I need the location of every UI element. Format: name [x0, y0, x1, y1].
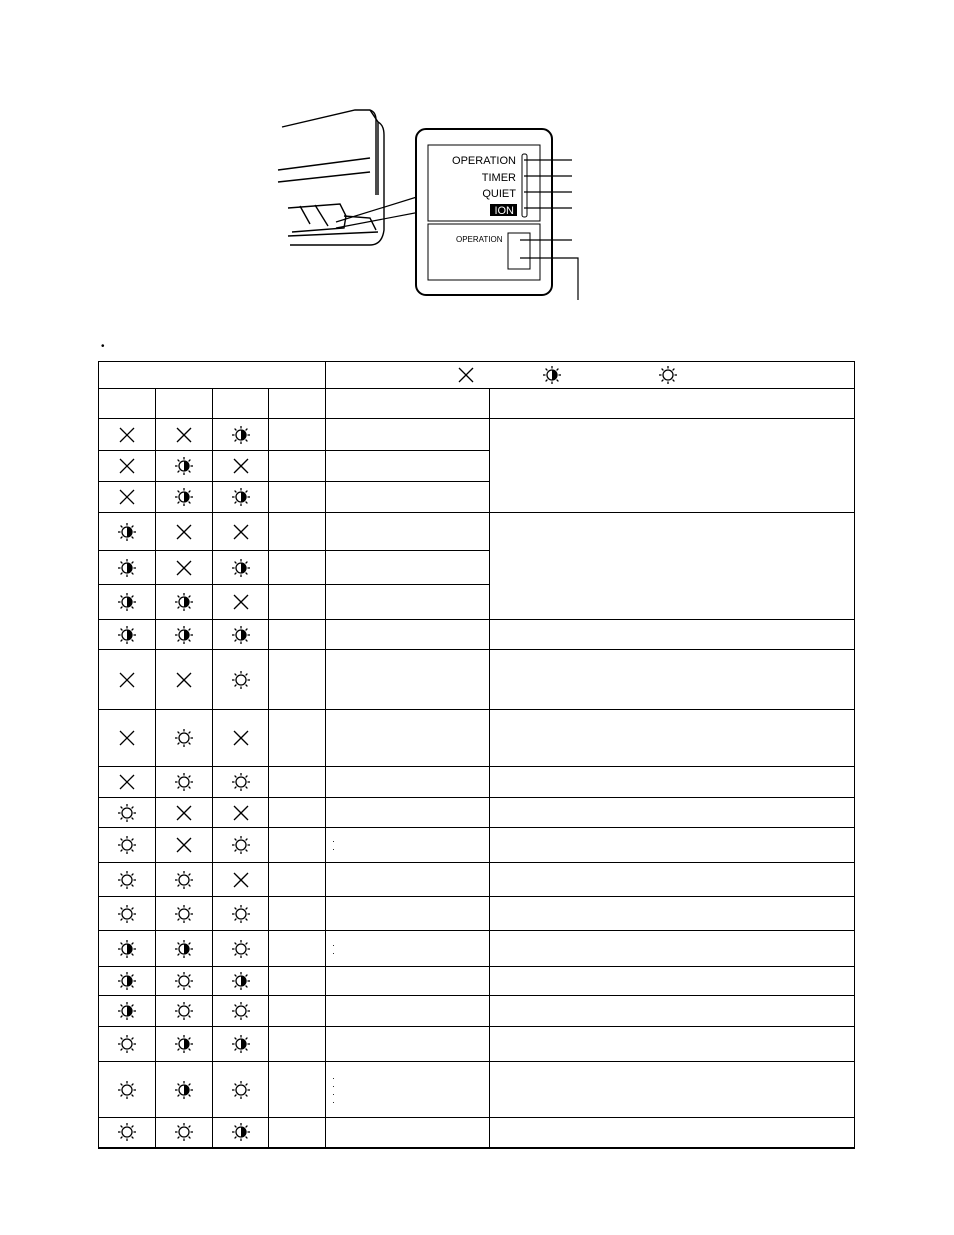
lamp-cell — [156, 620, 213, 650]
condition-cell — [326, 551, 490, 585]
column-header — [326, 389, 490, 419]
lamp-on-icon — [117, 870, 137, 890]
lamp-blinking-icon — [231, 558, 251, 578]
description-cell — [490, 419, 855, 513]
operation-button — [508, 233, 530, 269]
lamp-cell — [213, 419, 269, 451]
lamp-cell — [213, 1118, 269, 1148]
lamp-cell — [269, 1027, 326, 1062]
condition-cell — [326, 897, 490, 931]
lamp-blinking-icon — [174, 592, 194, 612]
header-cell — [99, 362, 326, 389]
lamp-cell — [99, 1062, 156, 1118]
condition-cell — [326, 650, 490, 710]
table-row — [99, 828, 855, 863]
lamp-cell — [99, 650, 156, 710]
table-row — [99, 1062, 855, 1118]
lamp-cell — [99, 1118, 156, 1148]
description-cell — [490, 650, 855, 710]
lamp-on-icon — [231, 904, 251, 924]
lamp-cell — [99, 419, 156, 451]
lamp-cell — [269, 931, 326, 967]
lamp-on-icon — [231, 1080, 251, 1100]
description-cell — [490, 798, 855, 828]
lamp-blinking-icon — [174, 1080, 194, 1100]
lamp-off-icon — [231, 456, 251, 476]
lamp-cell — [213, 1027, 269, 1062]
lamp-cell — [156, 996, 213, 1027]
lamp-cell — [269, 897, 326, 931]
lamp-cell — [213, 897, 269, 931]
lamp-off-icon — [117, 728, 137, 748]
lamp-cell — [269, 620, 326, 650]
bullet-dot: · — [332, 1072, 335, 1083]
lamp-cell — [269, 967, 326, 996]
lamp-blinking-icon — [231, 425, 251, 445]
lamp-cell — [99, 798, 156, 828]
condition-cell — [326, 967, 490, 996]
column-header — [490, 389, 855, 419]
lamp-cell — [213, 551, 269, 585]
lamp-cell — [156, 863, 213, 897]
lamp-cell — [269, 585, 326, 620]
lamp-off-icon — [174, 670, 194, 690]
condition-cell — [326, 1027, 490, 1062]
lamp-cell — [269, 798, 326, 828]
bullet-dot: · — [332, 1096, 335, 1107]
lamp-on-icon — [231, 939, 251, 959]
condition-cell — [326, 419, 490, 451]
table-row — [99, 1118, 855, 1148]
lamp-on-icon — [174, 772, 194, 792]
lamp-off-icon — [117, 772, 137, 792]
lamp-off-icon — [231, 803, 251, 823]
condition-cell — [326, 996, 490, 1027]
lamp-cell — [99, 1027, 156, 1062]
lamp-cell — [213, 650, 269, 710]
description-cell — [490, 513, 855, 620]
lamp-on-icon — [117, 1122, 137, 1142]
condition-cell — [326, 482, 490, 513]
lamp-on-icon — [174, 1122, 194, 1142]
condition-cell — [326, 798, 490, 828]
column-header-row — [99, 389, 855, 419]
lamp-cell — [213, 967, 269, 996]
lamp-cell — [156, 513, 213, 551]
indicator-status-table — [98, 361, 855, 1149]
description-cell — [490, 996, 855, 1027]
description-cell — [490, 967, 855, 996]
table-row — [99, 620, 855, 650]
leader-line — [336, 196, 420, 222]
legend-cell — [326, 362, 855, 389]
leader-line — [336, 212, 420, 228]
indoor-unit-illustration — [270, 100, 590, 310]
lamp-on-icon — [117, 1080, 137, 1100]
lamp-cell — [269, 863, 326, 897]
lamp-cell — [156, 451, 213, 482]
indicator-timer-label: TIMER — [481, 172, 516, 184]
condition-cell — [326, 620, 490, 650]
lamp-cell — [213, 451, 269, 482]
lamp-cell — [156, 1027, 213, 1062]
on-icon — [658, 365, 678, 385]
lamp-off-icon — [231, 870, 251, 890]
lamp-cell — [99, 482, 156, 513]
lamp-blinking-icon — [117, 522, 137, 542]
table-row — [99, 897, 855, 931]
description-cell — [490, 710, 855, 767]
blinking-icon — [542, 365, 562, 385]
lamp-cell — [269, 996, 326, 1027]
column-header — [269, 389, 326, 419]
lamp-cell — [99, 451, 156, 482]
lamp-cell — [269, 551, 326, 585]
table-body — [99, 362, 855, 1148]
bullet-dot: · — [332, 1080, 335, 1091]
lamp-blinking-icon — [174, 939, 194, 959]
lamp-off-icon — [117, 456, 137, 476]
lamp-on-icon — [174, 728, 194, 748]
table-row — [99, 767, 855, 798]
lamp-cell — [156, 710, 213, 767]
lamp-cell — [99, 551, 156, 585]
lamp-off-icon — [174, 522, 194, 542]
lamp-blinking-icon — [231, 971, 251, 991]
lamp-cell — [99, 828, 156, 863]
bullet-dot: · — [332, 947, 335, 958]
indoor-unit-body — [278, 110, 384, 245]
table-row — [99, 650, 855, 710]
lamp-cell — [99, 897, 156, 931]
lamp-blinking-icon — [117, 939, 137, 959]
lamp-cell — [156, 551, 213, 585]
lamp-blinking-icon — [117, 558, 137, 578]
table-row — [99, 710, 855, 767]
column-header — [213, 389, 269, 419]
lamp-blinking-icon — [231, 487, 251, 507]
lamp-off-icon — [174, 803, 194, 823]
lamp-blinking-icon — [231, 625, 251, 645]
indicator-panel — [416, 129, 552, 295]
lamp-on-icon — [117, 904, 137, 924]
condition-cell — [326, 828, 490, 863]
lamp-blinking-icon — [231, 1122, 251, 1142]
condition-cell — [326, 451, 490, 482]
lamp-cell — [156, 482, 213, 513]
bullet-dot: · — [332, 836, 335, 846]
lamp-cell — [269, 767, 326, 798]
lamp-cell — [156, 419, 213, 451]
table-row — [99, 863, 855, 897]
lamp-cell — [269, 710, 326, 767]
lamp-cell — [156, 650, 213, 710]
column-header — [99, 389, 156, 419]
lamp-off-icon — [174, 425, 194, 445]
lamp-cell — [213, 767, 269, 798]
lamp-on-icon — [174, 904, 194, 924]
lamp-cell — [213, 996, 269, 1027]
lamp-blinking-icon — [117, 1001, 137, 1021]
lamp-off-icon — [231, 728, 251, 748]
lamp-cell — [213, 710, 269, 767]
lamp-blinking-icon — [174, 456, 194, 476]
lamp-cell — [156, 585, 213, 620]
lamp-cell — [213, 585, 269, 620]
lamp-on-icon — [231, 1001, 251, 1021]
lamp-blinking-icon — [117, 592, 137, 612]
lamp-cell — [269, 1062, 326, 1118]
lamp-cell — [269, 513, 326, 551]
lamp-on-icon — [174, 870, 194, 890]
lamp-cell — [213, 482, 269, 513]
condition-cell — [326, 1062, 490, 1118]
lamp-off-icon — [174, 558, 194, 578]
lamp-cell — [99, 513, 156, 551]
lamp-cell — [156, 767, 213, 798]
lamp-on-icon — [174, 971, 194, 991]
lamp-cell — [269, 482, 326, 513]
lamp-off-icon — [174, 835, 194, 855]
lamp-cell — [213, 863, 269, 897]
lamp-off-icon — [117, 670, 137, 690]
off-icon — [456, 365, 476, 385]
table-row — [99, 996, 855, 1027]
lamp-cell — [156, 967, 213, 996]
condition-cell — [326, 1118, 490, 1148]
description-cell — [490, 1062, 855, 1118]
note-bullet: • — [101, 341, 105, 352]
description-cell — [490, 620, 855, 650]
lamp-cell — [213, 828, 269, 863]
lamp-cell — [156, 1118, 213, 1148]
lamp-cell — [156, 828, 213, 863]
description-cell — [490, 828, 855, 863]
lamp-off-icon — [117, 425, 137, 445]
description-cell — [490, 1027, 855, 1062]
operation-button-label: OPERATION — [456, 235, 503, 244]
lamp-on-icon — [117, 803, 137, 823]
lamp-on-icon — [231, 835, 251, 855]
lamp-cell — [99, 620, 156, 650]
description-cell — [490, 1118, 855, 1148]
indicator-operation-label: OPERATION — [452, 155, 516, 167]
lamp-cell — [156, 1062, 213, 1118]
bullet-dot: · — [332, 844, 335, 854]
table-row — [99, 967, 855, 996]
lamp-cell — [99, 863, 156, 897]
lamp-cell — [213, 1062, 269, 1118]
condition-cell — [326, 710, 490, 767]
column-header — [156, 389, 213, 419]
lamp-cell — [213, 513, 269, 551]
table-row — [99, 1027, 855, 1062]
lamp-cell — [99, 767, 156, 798]
table-row — [99, 513, 855, 551]
lamp-cell — [213, 931, 269, 967]
lamp-blinking-icon — [231, 1034, 251, 1054]
lamp-on-icon — [117, 1034, 137, 1054]
lamp-blinking-icon — [117, 971, 137, 991]
lamp-on-icon — [231, 670, 251, 690]
lamp-cell — [269, 828, 326, 863]
table-row — [99, 931, 855, 967]
bullet-dot: · — [332, 1088, 335, 1099]
lamp-cell — [99, 710, 156, 767]
lamp-cell — [99, 967, 156, 996]
bullet-dot: · — [332, 939, 335, 950]
lamp-cell — [269, 419, 326, 451]
lamp-cell — [99, 585, 156, 620]
lamp-cell — [99, 931, 156, 967]
lamp-cell — [156, 897, 213, 931]
lamp-blinking-icon — [117, 625, 137, 645]
table-row — [99, 419, 855, 451]
description-cell — [490, 931, 855, 967]
lamp-cell — [213, 620, 269, 650]
description-cell — [490, 897, 855, 931]
lamp-cell — [156, 798, 213, 828]
lamp-off-icon — [231, 522, 251, 542]
lamp-on-icon — [231, 772, 251, 792]
lamp-on-icon — [117, 835, 137, 855]
condition-cell — [326, 513, 490, 551]
lamp-blinking-icon — [174, 625, 194, 645]
lamp-off-icon — [231, 592, 251, 612]
lamp-off-icon — [117, 487, 137, 507]
lamp-cell — [213, 798, 269, 828]
indicator-ion-label: ION — [494, 205, 514, 217]
legend-row — [99, 362, 855, 389]
indicator-quiet-label: QUIET — [482, 188, 516, 200]
lamp-cell — [156, 931, 213, 967]
lamp-cell — [269, 451, 326, 482]
condition-cell — [326, 585, 490, 620]
lamp-cell — [269, 650, 326, 710]
condition-cell — [326, 931, 490, 967]
lamp-blinking-icon — [174, 487, 194, 507]
condition-cell — [326, 863, 490, 897]
description-cell — [490, 767, 855, 798]
lamp-cell — [99, 996, 156, 1027]
lamp-blinking-icon — [174, 1034, 194, 1054]
condition-cell — [326, 767, 490, 798]
table-row — [99, 798, 855, 828]
lamp-cell — [269, 1118, 326, 1148]
lamp-on-icon — [174, 1001, 194, 1021]
description-cell — [490, 863, 855, 897]
